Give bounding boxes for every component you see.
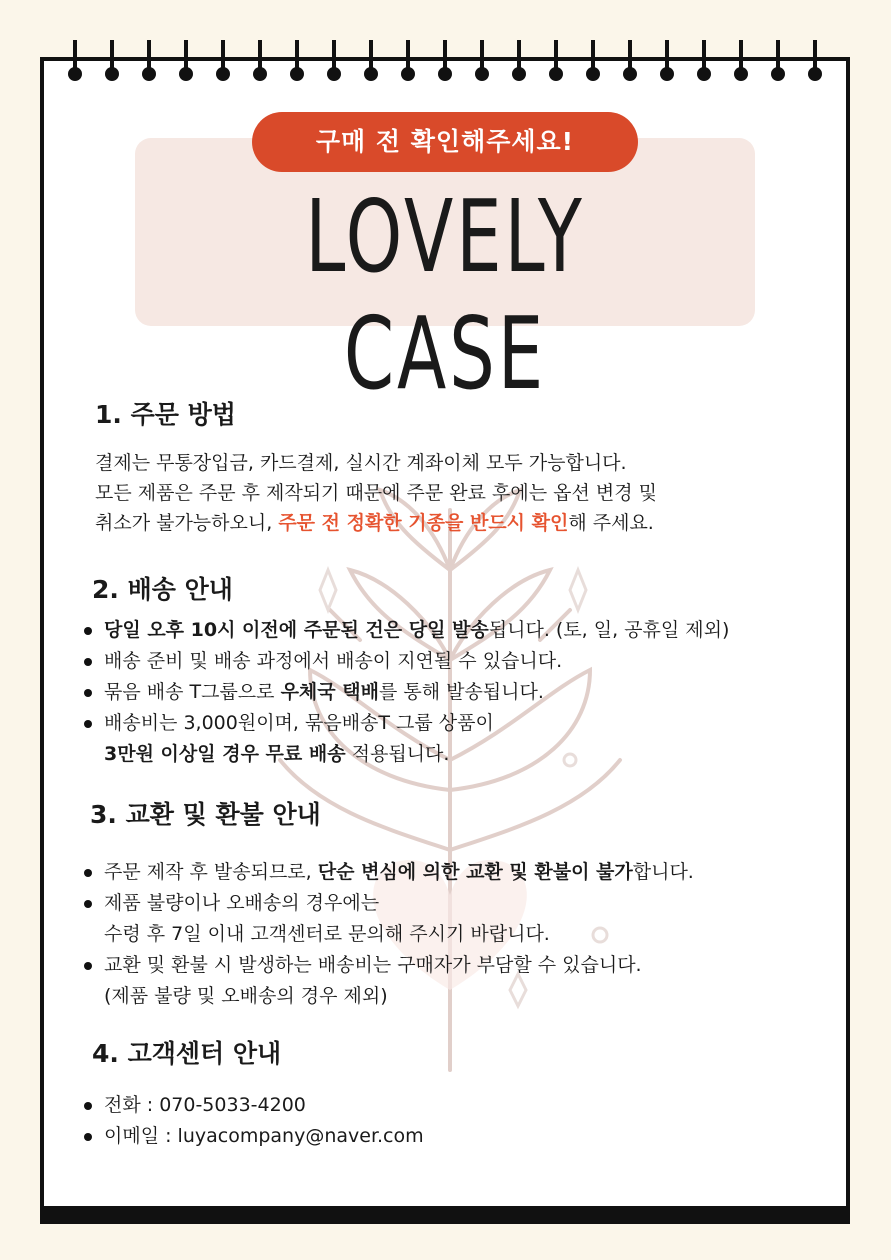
shipping-list — [80, 615, 729, 770]
list-text: 를 통해 발송됩니다. — [378, 681, 544, 703]
binding-ring — [295, 40, 299, 75]
binding-ring — [554, 40, 558, 75]
order-line — [95, 508, 657, 538]
binding-ring — [813, 40, 817, 75]
list-bold: 당일 오후 10시 이전에 주문된 건은 당일 발송 — [104, 619, 489, 641]
refund-list — [80, 857, 694, 1012]
page-title: LOVELY CASE — [305, 178, 585, 412]
binding-ring — [480, 40, 484, 75]
list-text: 합니다. — [632, 861, 694, 883]
binding-ring — [147, 40, 151, 75]
order-highlight: 주문 전 정확한 기종을 반드시 확인 — [278, 512, 569, 534]
list-bold: 3만원 이상일 경우 무료 배송 — [104, 743, 346, 765]
binding-ring — [73, 40, 77, 75]
section-heading-cs: 4. 고객센터 안내 — [92, 1039, 282, 1068]
binding-ring — [517, 40, 521, 75]
list-item-continued — [80, 739, 729, 770]
binding-ring — [739, 40, 743, 75]
list-text: 적용됩니다. — [345, 743, 450, 765]
binding-ring — [665, 40, 669, 75]
binding-ring — [776, 40, 780, 75]
binding-ring — [443, 40, 447, 75]
order-text: 취소가 불가능하오니, — [95, 512, 279, 534]
list-item — [80, 708, 729, 739]
spiral-binding — [0, 0, 891, 100]
list-text: 됩니다. (토, 일, 공휴일 제외) — [488, 619, 730, 641]
binding-ring — [110, 40, 114, 75]
binding-ring — [221, 40, 225, 75]
list-bold: 단순 변심에 의한 교환 및 환불이 불가 — [317, 861, 633, 883]
list-item — [80, 615, 729, 646]
list-item — [80, 857, 694, 888]
binding-ring — [369, 40, 373, 75]
list-item: 제품 불량이나 오배송의 경우에는 — [80, 888, 694, 919]
binding-ring — [591, 40, 595, 75]
list-item — [80, 677, 729, 708]
list-item: 교환 및 환불 시 발생하는 배송비는 구매자가 부담할 수 있습니다. — [80, 950, 694, 981]
list-item-continued: 수령 후 7일 이내 고객센터로 문의해 주시기 바랍니다. — [104, 923, 550, 945]
order-line: 모든 제품은 주문 후 제작되기 때문에 주문 완료 후에는 옵션 변경 및 — [95, 482, 657, 504]
order-body — [95, 448, 657, 538]
phone-item: 전화 : 070-5033-4200 — [80, 1090, 424, 1121]
list-text: 주문 제작 후 발송되므로, — [104, 861, 318, 883]
binding-ring — [332, 40, 336, 75]
list-item-continued: (제품 불량 및 오배송의 경우 제외) — [104, 985, 388, 1007]
section-heading-refund: 3. 교환 및 환불 안내 — [90, 800, 321, 829]
order-line: 결제는 무통장입금, 카드결제, 실시간 계좌이체 모두 가능합니다. — [95, 452, 627, 474]
list-item: 배송 준비 및 배송 과정에서 배송이 지연될 수 있습니다. — [80, 646, 729, 677]
order-text: 해 주세요. — [568, 512, 654, 534]
list-text: 배송비는 3,000원이며, 묶음배송T 그룹 상품이 — [104, 712, 494, 734]
list-bold: 우체국 택배 — [280, 681, 379, 703]
binding-ring — [184, 40, 188, 75]
email-item[interactable]: 이메일 : luyacompany@naver.com — [80, 1121, 424, 1152]
banner-pill: 구매 전 확인해주세요! — [252, 112, 638, 172]
list-text: 묶음 배송 T그룹으로 — [104, 681, 281, 703]
binding-ring — [628, 40, 632, 75]
binding-ring — [258, 40, 262, 75]
section-heading-shipping: 2. 배송 안내 — [92, 575, 233, 604]
binding-ring — [702, 40, 706, 75]
cs-list — [80, 1090, 424, 1152]
section-heading-order: 1. 주문 방법 — [95, 400, 236, 429]
binding-ring — [406, 40, 410, 75]
